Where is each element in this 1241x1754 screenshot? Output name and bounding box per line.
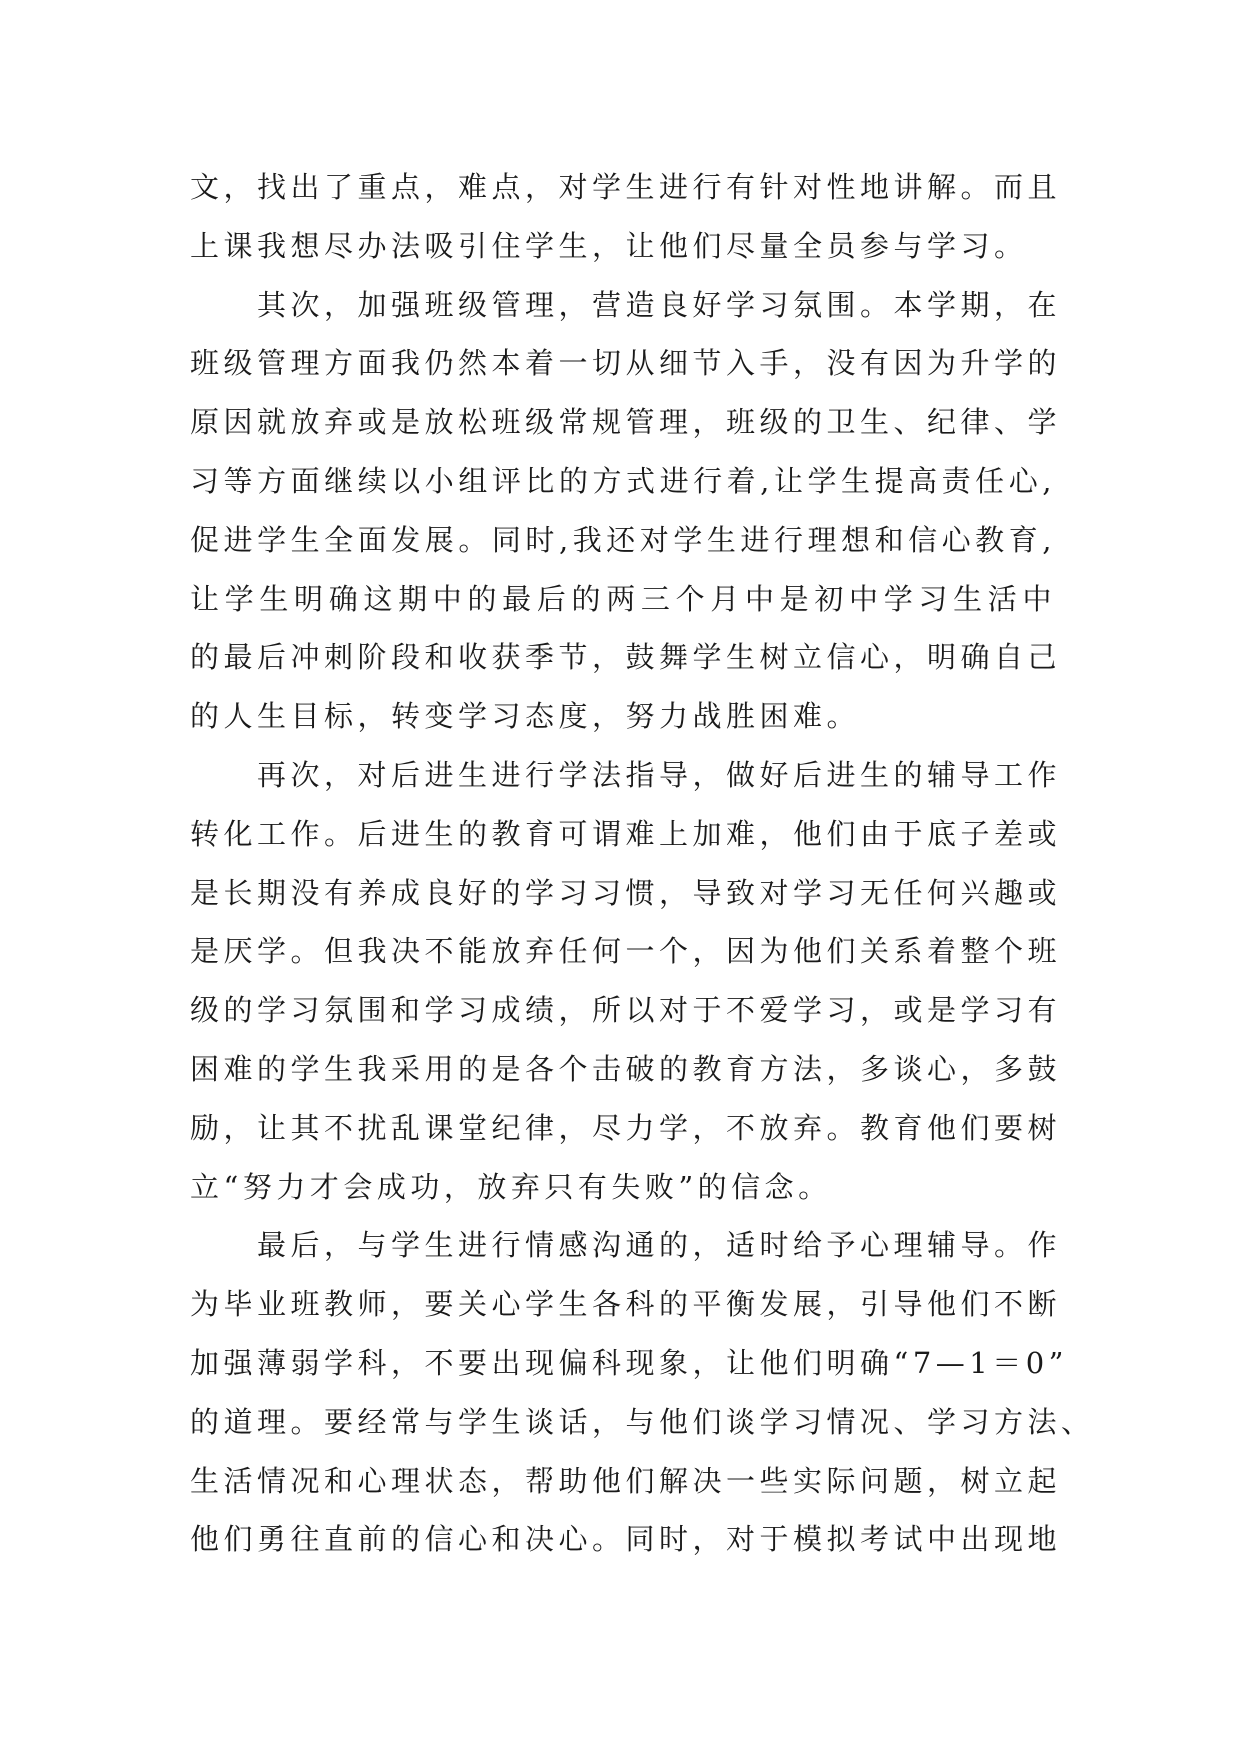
text-line: 促进学生全面发展。同时,我还对学生进行理想和信心教育, [190,522,1056,557]
text-line: 习等方面继续以小组评比的方式进行着,让学生提高责任心, [190,463,1056,498]
text-line: 励，让其不扰乱课堂纪律，尽力学，不放弃。教育他们要树 [190,1110,1062,1145]
text-line: 上课我想尽办法吸引住学生，让他们尽量全员参与学习。 [190,228,1028,263]
text-line: 原因就放弃或是放松班级常规管理，班级的卫生、纪律、学 [190,405,1062,440]
text-line: 为毕业班教师，要关心学生各科的平衡发展，引导他们不断 [190,1287,1062,1322]
text-line: 困难的学生我采用的是各个击破的教育方法，多谈心，多鼓 [190,1051,1062,1086]
text-line: 立“努力才会成功，放弃只有失败”的信念。 [190,1169,832,1204]
text-line: 生活情况和心理状态，帮助他们解决一些实际问题，树立起 [190,1463,1062,1498]
body-text [190,158,1095,1569]
text-line: 最后，与学生进行情感沟通的，适时给予心理辅导。作 [190,1228,1062,1263]
text-line: 其次，加强班级管理，营造良好学习氛围。本学期，在 [190,287,1062,322]
text-line: 是长期没有养成良好的学习习惯，导致对学习无任何兴趣或 [190,875,1062,910]
text-line: 他们勇往直前的信心和决心。同时，对于模拟考试中出现地 [190,1522,1062,1557]
text-line: 班级管理方面我仍然本着一切从细节入手，没有因为升学的 [190,346,1062,381]
text-line: 转化工作。后进生的教育可谓难上加难，他们由于底子差或 [190,816,1062,851]
text-line: 再次，对后进生进行学法指导，做好后进生的辅导工作 [190,757,1062,792]
text-line: 的人生目标，转变学习态度，努力战胜困难。 [190,699,861,734]
text-line: 文，找出了重点，难点，对学生进行有针对性地讲解。而且 [190,170,1062,204]
text-line: 的最后冲刺阶段和收获季节，鼓舞学生树立信心，明确自己 [190,640,1062,675]
text-line: 加强薄弱学科，不要出现偏科现象，让他们明确“7—1＝0” [190,1345,1069,1380]
text-line: 是厌学。但我决不能放弃任何一个，因为他们关系着整个班 [190,934,1062,969]
text-line: 让学生明确这期中的最后的两三个月中是初中学习生活中 [190,581,1056,616]
text-line: 级的学习氛围和学习成绩，所以对于不爱学习，或是学习有 [190,993,1062,1028]
text-line: 的道理。要经常与学生谈话，与他们谈学习情况、学习方法、 [190,1404,1095,1439]
